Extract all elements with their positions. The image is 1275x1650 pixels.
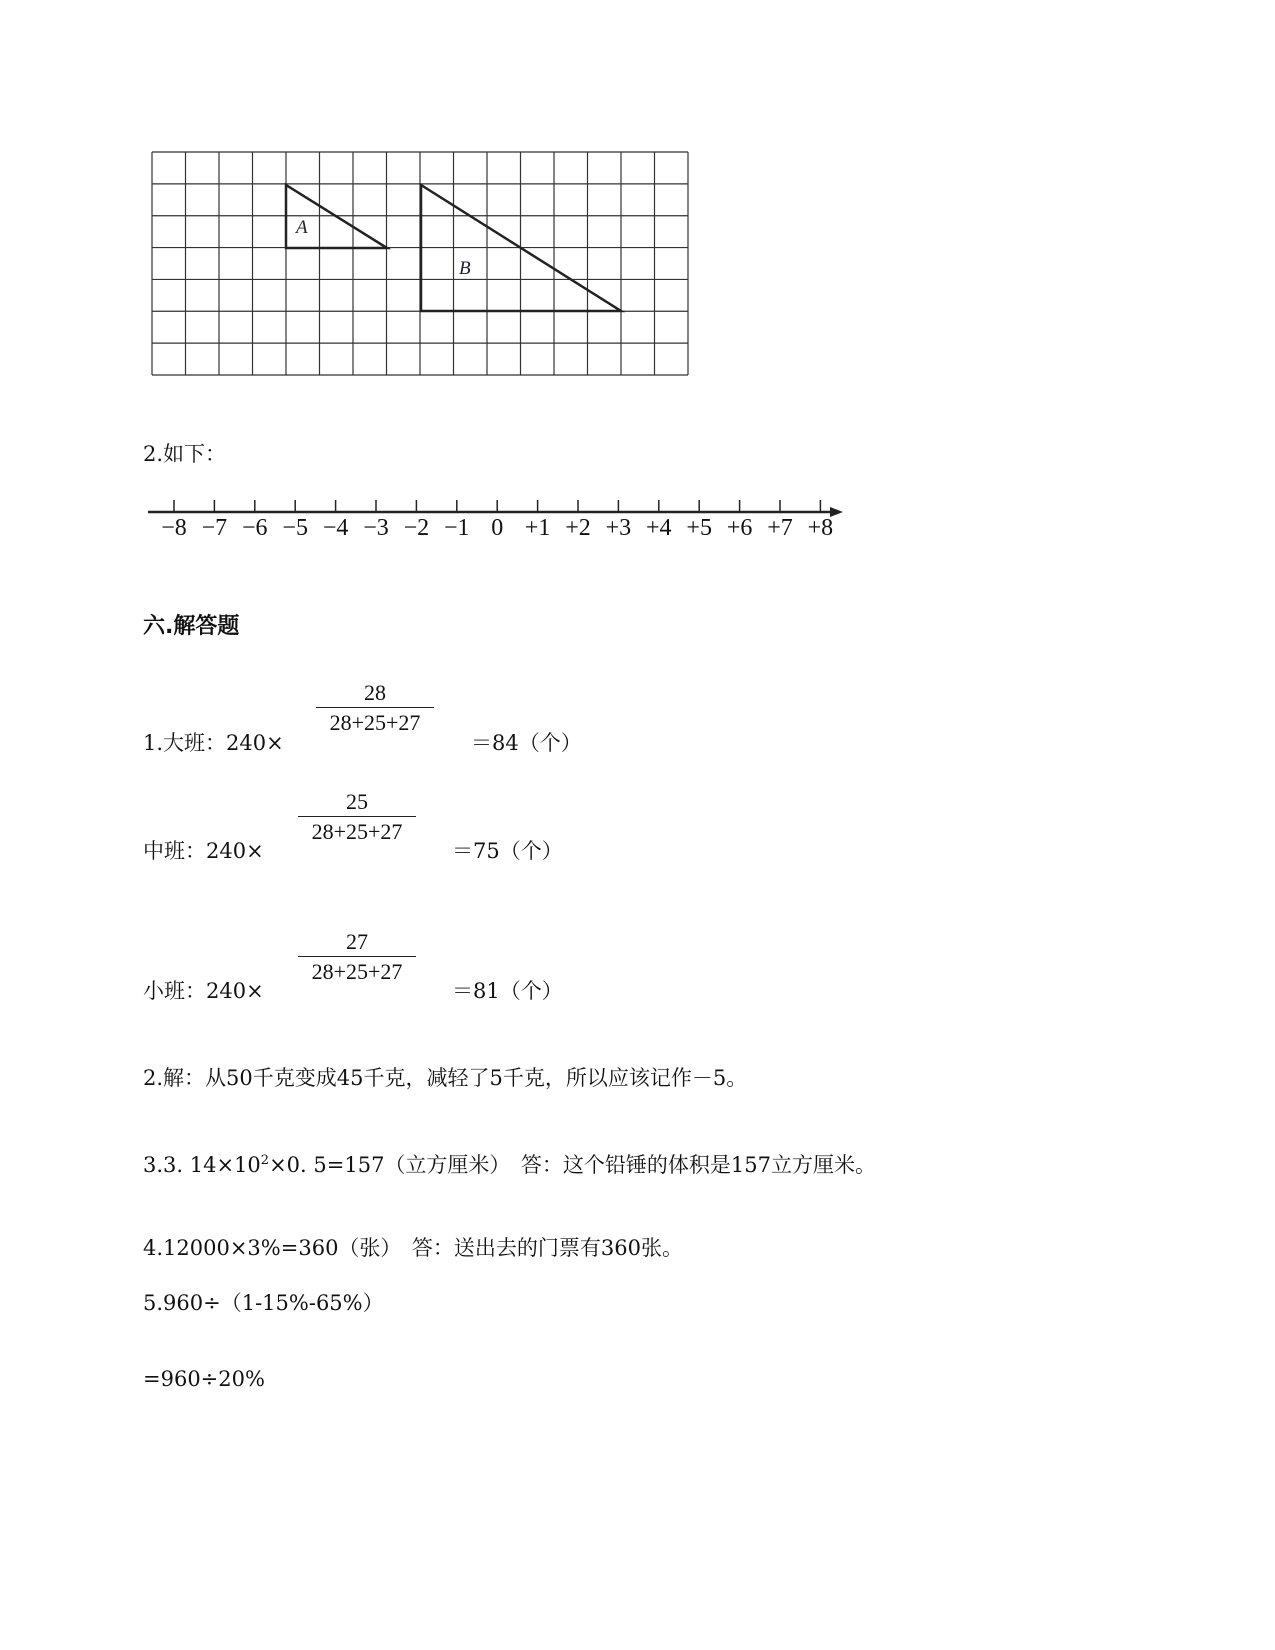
fraction-denominator: 28+25+27 <box>311 959 403 984</box>
answer-1-large-fraction <box>316 680 434 736</box>
answer-1-small-fraction <box>298 929 416 985</box>
number-line-label: 0 <box>491 515 504 541</box>
answer-4: 4.12000×3%=360（张） 答：送出去的门票有360张。 <box>143 1236 684 1260</box>
fraction-numerator: 28 <box>364 680 386 705</box>
number-line-label: −2 <box>403 515 430 541</box>
answer-1-middle-prefix: 中班：240× <box>143 839 264 863</box>
number-line-label: +6 <box>726 515 753 541</box>
triangle-a-label: A <box>296 217 308 238</box>
q2-label: 2.如下： <box>143 442 227 466</box>
answer-1-small-prefix: 小班：240× <box>143 979 264 1003</box>
number-line-label: +8 <box>807 515 834 541</box>
answer-1-small-result: ＝81（个） <box>452 979 563 1003</box>
number-line-label: −6 <box>242 515 268 541</box>
answer-1-large-result: ＝84（个） <box>471 731 582 755</box>
fraction-numerator: 27 <box>346 929 368 954</box>
number-line-label: −7 <box>201 515 228 541</box>
number-line-label: −3 <box>363 515 389 541</box>
answer-5-line2: =960÷20% <box>143 1367 265 1391</box>
answer-3 <box>143 1149 876 1179</box>
answer-1-large-prefix: 1.大班：240× <box>143 731 284 755</box>
answer-1-middle-fraction <box>298 789 416 845</box>
number-line-labels <box>161 515 833 541</box>
number-line-label: −1 <box>444 515 470 541</box>
grid-figure <box>150 150 692 380</box>
answer-1-middle-result: ＝75（个） <box>452 839 563 863</box>
number-line-label: −5 <box>282 515 308 541</box>
number-line-label: −4 <box>322 515 349 541</box>
fraction-denominator: 28+25+27 <box>311 819 403 844</box>
answer-2: 2.解：从50千克变成45千克，减轻了5千克，所以应该记作－5。 <box>143 1066 748 1090</box>
number-line-label: +4 <box>646 515 672 541</box>
number-line-label: +3 <box>605 515 632 541</box>
number-line-label: −8 <box>161 515 187 541</box>
answer-3-part1: 3.3. 14×10 <box>143 1153 261 1177</box>
fraction-bar <box>298 956 416 957</box>
answer-3-part2: ×0. 5=157（立方厘米） 答：这个铅锤的体积是157立方厘米。 <box>269 1153 877 1177</box>
number-line-label: +1 <box>524 515 551 541</box>
fraction-bar <box>298 816 416 817</box>
triangle-b-label: B <box>459 258 471 279</box>
number-line-label: +7 <box>767 515 793 541</box>
number-line-ticks <box>174 500 820 512</box>
fraction-bar <box>316 707 434 708</box>
answer-3-exponent: 2 <box>260 1153 270 1168</box>
fraction-denominator: 28+25+27 <box>329 710 421 735</box>
answer-5: 5.960÷（1-15%-65%） <box>143 1291 384 1315</box>
number-line-label: +2 <box>565 515 591 541</box>
fraction-numerator: 25 <box>346 789 368 814</box>
section-title: 六.解答题 <box>143 614 240 639</box>
number-line <box>140 494 850 544</box>
number-line-label: +5 <box>686 515 712 541</box>
